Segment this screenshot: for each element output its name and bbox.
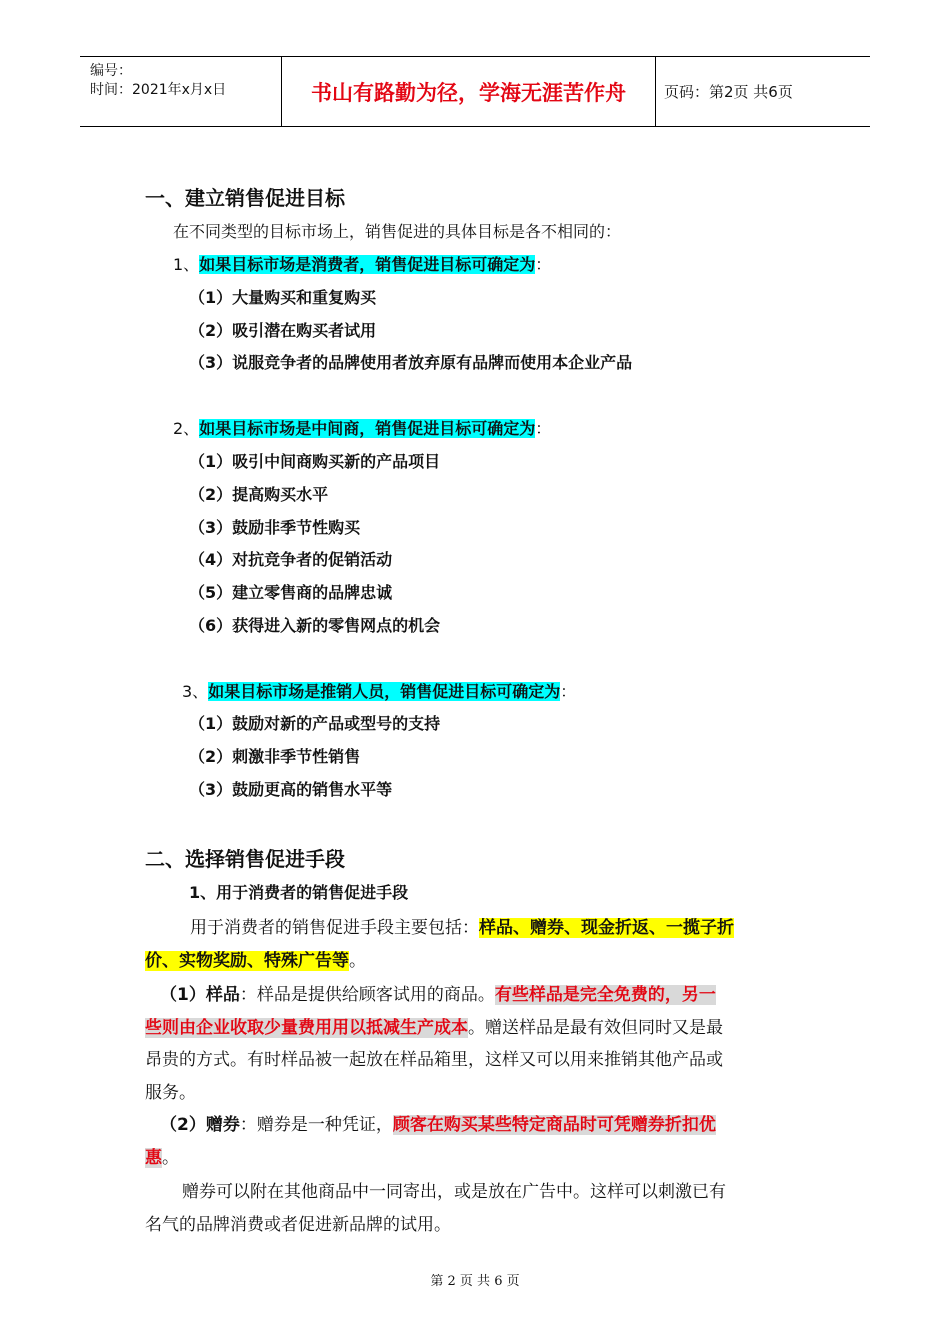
group-heading-highlight: 如果目标市场是推销人员，销售促进目标可确定为 xyxy=(208,682,561,701)
para1-end: 。 xyxy=(349,951,366,971)
samples-red-text: 有些样品是完全免费的，另一 xyxy=(494,985,716,1005)
coupon-para2-line2: 名气的品牌消费或者促进新品牌的试用。 xyxy=(145,1215,451,1235)
list-item: （1）鼓励对新的产品或型号的支持 xyxy=(189,714,441,733)
coupon-line2 xyxy=(145,1143,179,1168)
group1-heading xyxy=(173,252,551,275)
coupon-red-text: 顾客在购买某些特定商品时可凭赠券折扣优 xyxy=(392,1115,716,1135)
group-heading-highlight: 如果目标市场是中间商，销售促进目标可确定为 xyxy=(199,419,536,438)
list-item: （2）提高购买水平 xyxy=(189,485,329,504)
group-colon: ： xyxy=(535,255,552,274)
section2-title: 二、选择销售促进手段 xyxy=(145,847,345,871)
group-colon: ： xyxy=(560,682,577,701)
list-item: （2）吸引潜在购买者试用 xyxy=(189,321,377,340)
coupon-text: ：赠券是一种凭证， xyxy=(239,1115,393,1135)
page-header xyxy=(80,56,870,127)
samples-text: 。赠送样品是最有效但同时又是最 xyxy=(468,1018,723,1038)
group-number: 2、 xyxy=(173,419,200,438)
coupon-label: （2）赠券 xyxy=(160,1115,240,1135)
coupon-line1 xyxy=(160,1110,716,1135)
samples-line4: 服务。 xyxy=(145,1083,196,1103)
header-page-label: 页码：第2页 共6页 xyxy=(664,83,793,101)
group2-heading xyxy=(173,416,551,439)
samples-label: （1）样品 xyxy=(160,985,240,1005)
group-colon: ： xyxy=(535,419,552,438)
coupon-end: 。 xyxy=(162,1148,179,1168)
samples-line3: 昂贵的方式。有时样品被一起放在样品箱里，这样又可以用来推销其他产品或 xyxy=(145,1050,723,1070)
samples-red-text: 些则由企业收取少量费用用以抵减生产成本 xyxy=(145,1018,468,1038)
page-footer: 第 2 页 共 6 页 xyxy=(430,1274,520,1289)
list-item: （2）刺激非季节性销售 xyxy=(189,747,361,766)
list-item: （5）建立零售商的品牌忠诚 xyxy=(189,583,393,602)
samples-line1 xyxy=(160,980,716,1005)
header-motto: 书山有路勤为径，学海无涯苦作舟 xyxy=(282,57,656,126)
list-item: （4）对抗竞争者的促销活动 xyxy=(189,550,393,569)
number-label: 编号： xyxy=(90,63,132,79)
para1-line1 xyxy=(190,913,734,938)
group-number: 3、 xyxy=(182,682,209,701)
para1-highlight: 价、实物奖励、特殊广告等 xyxy=(145,951,349,971)
samples-line2 xyxy=(145,1013,723,1038)
coupon-red-text: 惠 xyxy=(145,1148,162,1168)
group-heading-highlight: 如果目标市场是消费者，销售促进目标可确定为 xyxy=(199,255,536,274)
date-label: 时间：2021年x月x日 xyxy=(90,82,227,98)
section2-subtitle: 1、用于消费者的销售促进手段 xyxy=(189,883,409,902)
list-item: （1）大量购买和重复购买 xyxy=(189,288,377,307)
para1-highlight: 样品、赠券、现金折返、一揽子折 xyxy=(479,918,734,938)
list-item: （3）鼓励非季节性购买 xyxy=(189,518,361,537)
group3-heading xyxy=(182,679,576,702)
coupon-para2-line1: 赠券可以附在其他商品中一同寄出，或是放在广告中。这样可以刺激已有 xyxy=(182,1182,726,1202)
list-item: （3）鼓励更高的销售水平等 xyxy=(189,780,393,799)
section1-intro: 在不同类型的目标市场上，销售促进的具体目标是各不相同的： xyxy=(173,222,622,241)
header-info-cell xyxy=(80,57,282,126)
para1-line2 xyxy=(145,946,366,971)
samples-text: ：样品是提供给顾客试用的商品。 xyxy=(239,985,495,1005)
group-number: 1、 xyxy=(173,255,200,274)
list-item: （3）说服竞争者的品牌使用者放弃原有品牌而使用本企业产品 xyxy=(189,353,633,372)
list-item: （1）吸引中间商购买新的产品项目 xyxy=(189,452,441,471)
list-item: （6）获得进入新的零售网点的机会 xyxy=(189,616,441,635)
para1-text: 用于消费者的销售促进手段主要包括： xyxy=(190,918,479,938)
section1-title: 一、建立销售促进目标 xyxy=(145,186,345,210)
